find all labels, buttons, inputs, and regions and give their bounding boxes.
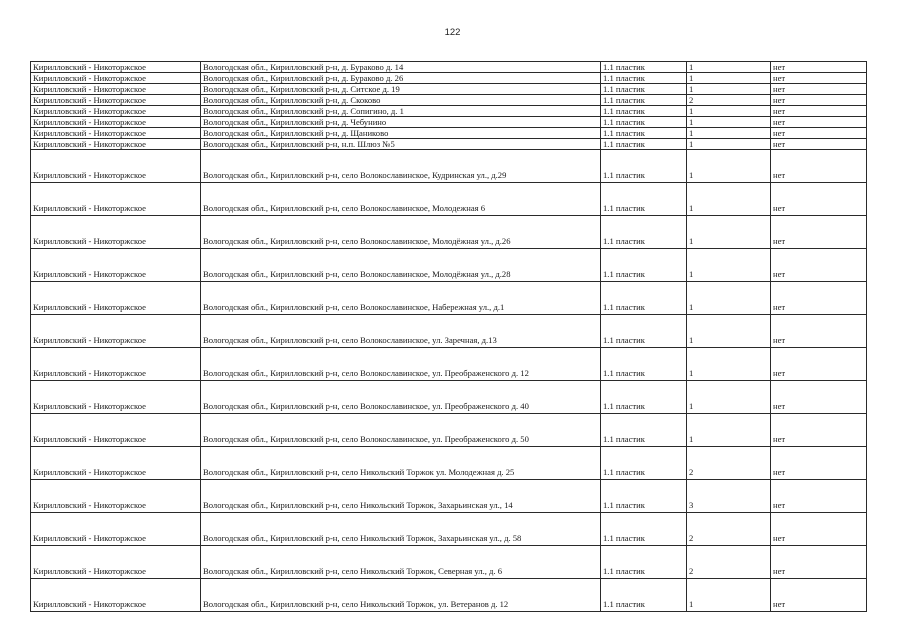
count-cell: 1 bbox=[687, 106, 771, 117]
count-cell: 2 bbox=[687, 513, 771, 546]
container-type-cell: 1.1 пластик bbox=[601, 348, 687, 381]
flag-cell: нет bbox=[771, 150, 867, 183]
flag-cell: нет bbox=[771, 249, 867, 282]
container-type-cell: 1.1 пластик bbox=[601, 480, 687, 513]
count-cell: 2 bbox=[687, 546, 771, 579]
district-cell: Кирилловский - Никоторжское bbox=[31, 95, 201, 106]
flag-cell: нет bbox=[771, 546, 867, 579]
table-row bbox=[31, 546, 867, 579]
district-cell: Кирилловский - Никоторжское bbox=[31, 282, 201, 315]
address-cell: Вологодская обл., Кирилловский р-н, село Волокославинское, Молодежная 6 bbox=[201, 183, 601, 216]
container-type-cell: 1.1 пластик bbox=[601, 315, 687, 348]
address-cell: Вологодская обл., Кирилловский р-н, село Волокославинское, Кудринская ул., д.29 bbox=[201, 150, 601, 183]
container-type-cell: 1.1 пластик bbox=[601, 183, 687, 216]
count-cell: 2 bbox=[687, 447, 771, 480]
count-cell: 1 bbox=[687, 139, 771, 150]
table-row bbox=[31, 414, 867, 447]
table-row bbox=[31, 282, 867, 315]
count-cell: 1 bbox=[687, 414, 771, 447]
address-cell: Вологодская обл., Кирилловский р-н, д. Бураково д. 14 bbox=[201, 62, 601, 73]
flag-cell: нет bbox=[771, 414, 867, 447]
address-cell: Вологодская обл., Кирилловский р-н, село Волокославинское, ул. Преображенского д. 50 bbox=[201, 414, 601, 447]
count-cell: 2 bbox=[687, 95, 771, 106]
district-cell: Кирилловский - Никоторжское bbox=[31, 348, 201, 381]
count-cell: 1 bbox=[687, 150, 771, 183]
table-row bbox=[31, 95, 867, 106]
district-cell: Кирилловский - Никоторжское bbox=[31, 447, 201, 480]
count-cell: 1 bbox=[687, 315, 771, 348]
container-type-cell: 1.1 пластик bbox=[601, 414, 687, 447]
container-type-cell: 1.1 пластик bbox=[601, 216, 687, 249]
address-cell: Вологодская обл., Кирилловский р-н, село Никольский Торжок, Северная ул., д. 6 bbox=[201, 546, 601, 579]
table-row bbox=[31, 117, 867, 128]
table-row bbox=[31, 216, 867, 249]
table-row bbox=[31, 348, 867, 381]
district-cell: Кирилловский - Никоторжское bbox=[31, 117, 201, 128]
address-cell: Вологодская обл., Кирилловский р-н, д. Бураково д. 26 bbox=[201, 73, 601, 84]
district-cell: Кирилловский - Никоторжское bbox=[31, 414, 201, 447]
district-cell: Кирилловский - Никоторжское bbox=[31, 150, 201, 183]
count-cell: 1 bbox=[687, 216, 771, 249]
table-row bbox=[31, 480, 867, 513]
district-cell: Кирилловский - Никоторжское bbox=[31, 84, 201, 95]
address-cell: Вологодская обл., Кирилловский р-н, село Никольский Торжок ул. Молодежная д. 25 bbox=[201, 447, 601, 480]
count-cell: 1 bbox=[687, 579, 771, 612]
table-row bbox=[31, 150, 867, 183]
count-cell: 1 bbox=[687, 62, 771, 73]
table-row bbox=[31, 62, 867, 73]
count-cell: 1 bbox=[687, 249, 771, 282]
address-cell: Вологодская обл., Кирилловский р-н, д. Ситское д. 19 bbox=[201, 84, 601, 95]
address-cell: Вологодская обл., Кирилловский р-н, село Никольский Торжок, Захарьинская ул., д. 58 bbox=[201, 513, 601, 546]
flag-cell: нет bbox=[771, 117, 867, 128]
table-row bbox=[31, 139, 867, 150]
container-type-cell: 1.1 пластик bbox=[601, 381, 687, 414]
table-row bbox=[31, 128, 867, 139]
container-type-cell: 1.1 пластик bbox=[601, 513, 687, 546]
container-type-cell: 1.1 пластик bbox=[601, 249, 687, 282]
table-row bbox=[31, 249, 867, 282]
address-cell: Вологодская обл., Кирилловский р-н, д. Щаниково bbox=[201, 128, 601, 139]
container-type-cell: 1.1 пластик bbox=[601, 62, 687, 73]
page-number: 122 bbox=[444, 27, 461, 38]
address-cell: Вологодская обл., Кирилловский р-н, д. Чебунино bbox=[201, 117, 601, 128]
container-type-cell: 1.1 пластик bbox=[601, 282, 687, 315]
district-cell: Кирилловский - Никоторжское bbox=[31, 62, 201, 73]
flag-cell: нет bbox=[771, 216, 867, 249]
count-cell: 1 bbox=[687, 282, 771, 315]
district-cell: Кирилловский - Никоторжское bbox=[31, 73, 201, 84]
flag-cell: нет bbox=[771, 447, 867, 480]
count-cell: 1 bbox=[687, 84, 771, 95]
container-type-cell: 1.1 пластик bbox=[601, 447, 687, 480]
flag-cell: нет bbox=[771, 128, 867, 139]
flag-cell: нет bbox=[771, 139, 867, 150]
district-cell: Кирилловский - Никоторжское bbox=[31, 183, 201, 216]
address-cell: Вологодская обл., Кирилловский р-н, д. Сопигино, д. 1 bbox=[201, 106, 601, 117]
address-cell: Вологодская обл., Кирилловский р-н, н.п. Шлюз №5 bbox=[201, 139, 601, 150]
count-cell: 1 bbox=[687, 348, 771, 381]
address-cell: Вологодская обл., Кирилловский р-н, село Волокославинское, Молодёжная ул., д.28 bbox=[201, 249, 601, 282]
registry-table bbox=[30, 61, 867, 612]
district-cell: Кирилловский - Никоторжское bbox=[31, 106, 201, 117]
address-cell: Вологодская обл., Кирилловский р-н, село Никольский Торжок, ул. Ветеранов д. 12 bbox=[201, 579, 601, 612]
flag-cell: нет bbox=[771, 84, 867, 95]
district-cell: Кирилловский - Никоторжское bbox=[31, 128, 201, 139]
flag-cell: нет bbox=[771, 282, 867, 315]
flag-cell: нет bbox=[771, 62, 867, 73]
container-type-cell: 1.1 пластик bbox=[601, 150, 687, 183]
table-row bbox=[31, 106, 867, 117]
address-cell: Вологодская обл., Кирилловский р-н, село Волокославинское, Набережная ул., д.1 bbox=[201, 282, 601, 315]
container-type-cell: 1.1 пластик bbox=[601, 117, 687, 128]
flag-cell: нет bbox=[771, 95, 867, 106]
table-row bbox=[31, 381, 867, 414]
flag-cell: нет bbox=[771, 315, 867, 348]
flag-cell: нет bbox=[771, 381, 867, 414]
district-cell: Кирилловский - Никоторжское bbox=[31, 249, 201, 282]
district-cell: Кирилловский - Никоторжское bbox=[31, 579, 201, 612]
flag-cell: нет bbox=[771, 480, 867, 513]
count-cell: 3 bbox=[687, 480, 771, 513]
count-cell: 1 bbox=[687, 128, 771, 139]
container-type-cell: 1.1 пластик bbox=[601, 95, 687, 106]
address-cell: Вологодская обл., Кирилловский р-н, село Никольский Торжок, Захарьинская ул., 14 bbox=[201, 480, 601, 513]
flag-cell: нет bbox=[771, 579, 867, 612]
address-cell: Вологодская обл., Кирилловский р-н, село Волокославинское, ул. Преображенского д. 12 bbox=[201, 348, 601, 381]
district-cell: Кирилловский - Никоторжское bbox=[31, 315, 201, 348]
count-cell: 1 bbox=[687, 183, 771, 216]
container-type-cell: 1.1 пластик bbox=[601, 546, 687, 579]
flag-cell: нет bbox=[771, 513, 867, 546]
address-cell: Вологодская обл., Кирилловский р-н, д. Скоково bbox=[201, 95, 601, 106]
table-row bbox=[31, 73, 867, 84]
table-row bbox=[31, 183, 867, 216]
table-row bbox=[31, 447, 867, 480]
district-cell: Кирилловский - Никоторжское bbox=[31, 513, 201, 546]
district-cell: Кирилловский - Никоторжское bbox=[31, 139, 201, 150]
table-row bbox=[31, 579, 867, 612]
district-cell: Кирилловский - Никоторжское bbox=[31, 216, 201, 249]
count-cell: 1 bbox=[687, 381, 771, 414]
flag-cell: нет bbox=[771, 183, 867, 216]
container-type-cell: 1.1 пластик bbox=[601, 84, 687, 95]
flag-cell: нет bbox=[771, 106, 867, 117]
container-type-cell: 1.1 пластик bbox=[601, 106, 687, 117]
table-row bbox=[31, 84, 867, 95]
container-type-cell: 1.1 пластик bbox=[601, 139, 687, 150]
table-body bbox=[31, 62, 867, 612]
count-cell: 1 bbox=[687, 117, 771, 128]
container-type-cell: 1.1 пластик bbox=[601, 73, 687, 84]
address-cell: Вологодская обл., Кирилловский р-н, село Волокославинское, Молодёжная ул., д.26 bbox=[201, 216, 601, 249]
table-row bbox=[31, 513, 867, 546]
flag-cell: нет bbox=[771, 348, 867, 381]
address-cell: Вологодская обл., Кирилловский р-н, село Волокославинское, ул. Заречная, д.13 bbox=[201, 315, 601, 348]
container-type-cell: 1.1 пластик bbox=[601, 128, 687, 139]
table-row bbox=[31, 315, 867, 348]
flag-cell: нет bbox=[771, 73, 867, 84]
container-type-cell: 1.1 пластик bbox=[601, 579, 687, 612]
district-cell: Кирилловский - Никоторжское bbox=[31, 546, 201, 579]
count-cell: 1 bbox=[687, 73, 771, 84]
address-cell: Вологодская обл., Кирилловский р-н, село Волокославинское, ул. Преображенского д. 40 bbox=[201, 381, 601, 414]
district-cell: Кирилловский - Никоторжское bbox=[31, 381, 201, 414]
district-cell: Кирилловский - Никоторжское bbox=[31, 480, 201, 513]
